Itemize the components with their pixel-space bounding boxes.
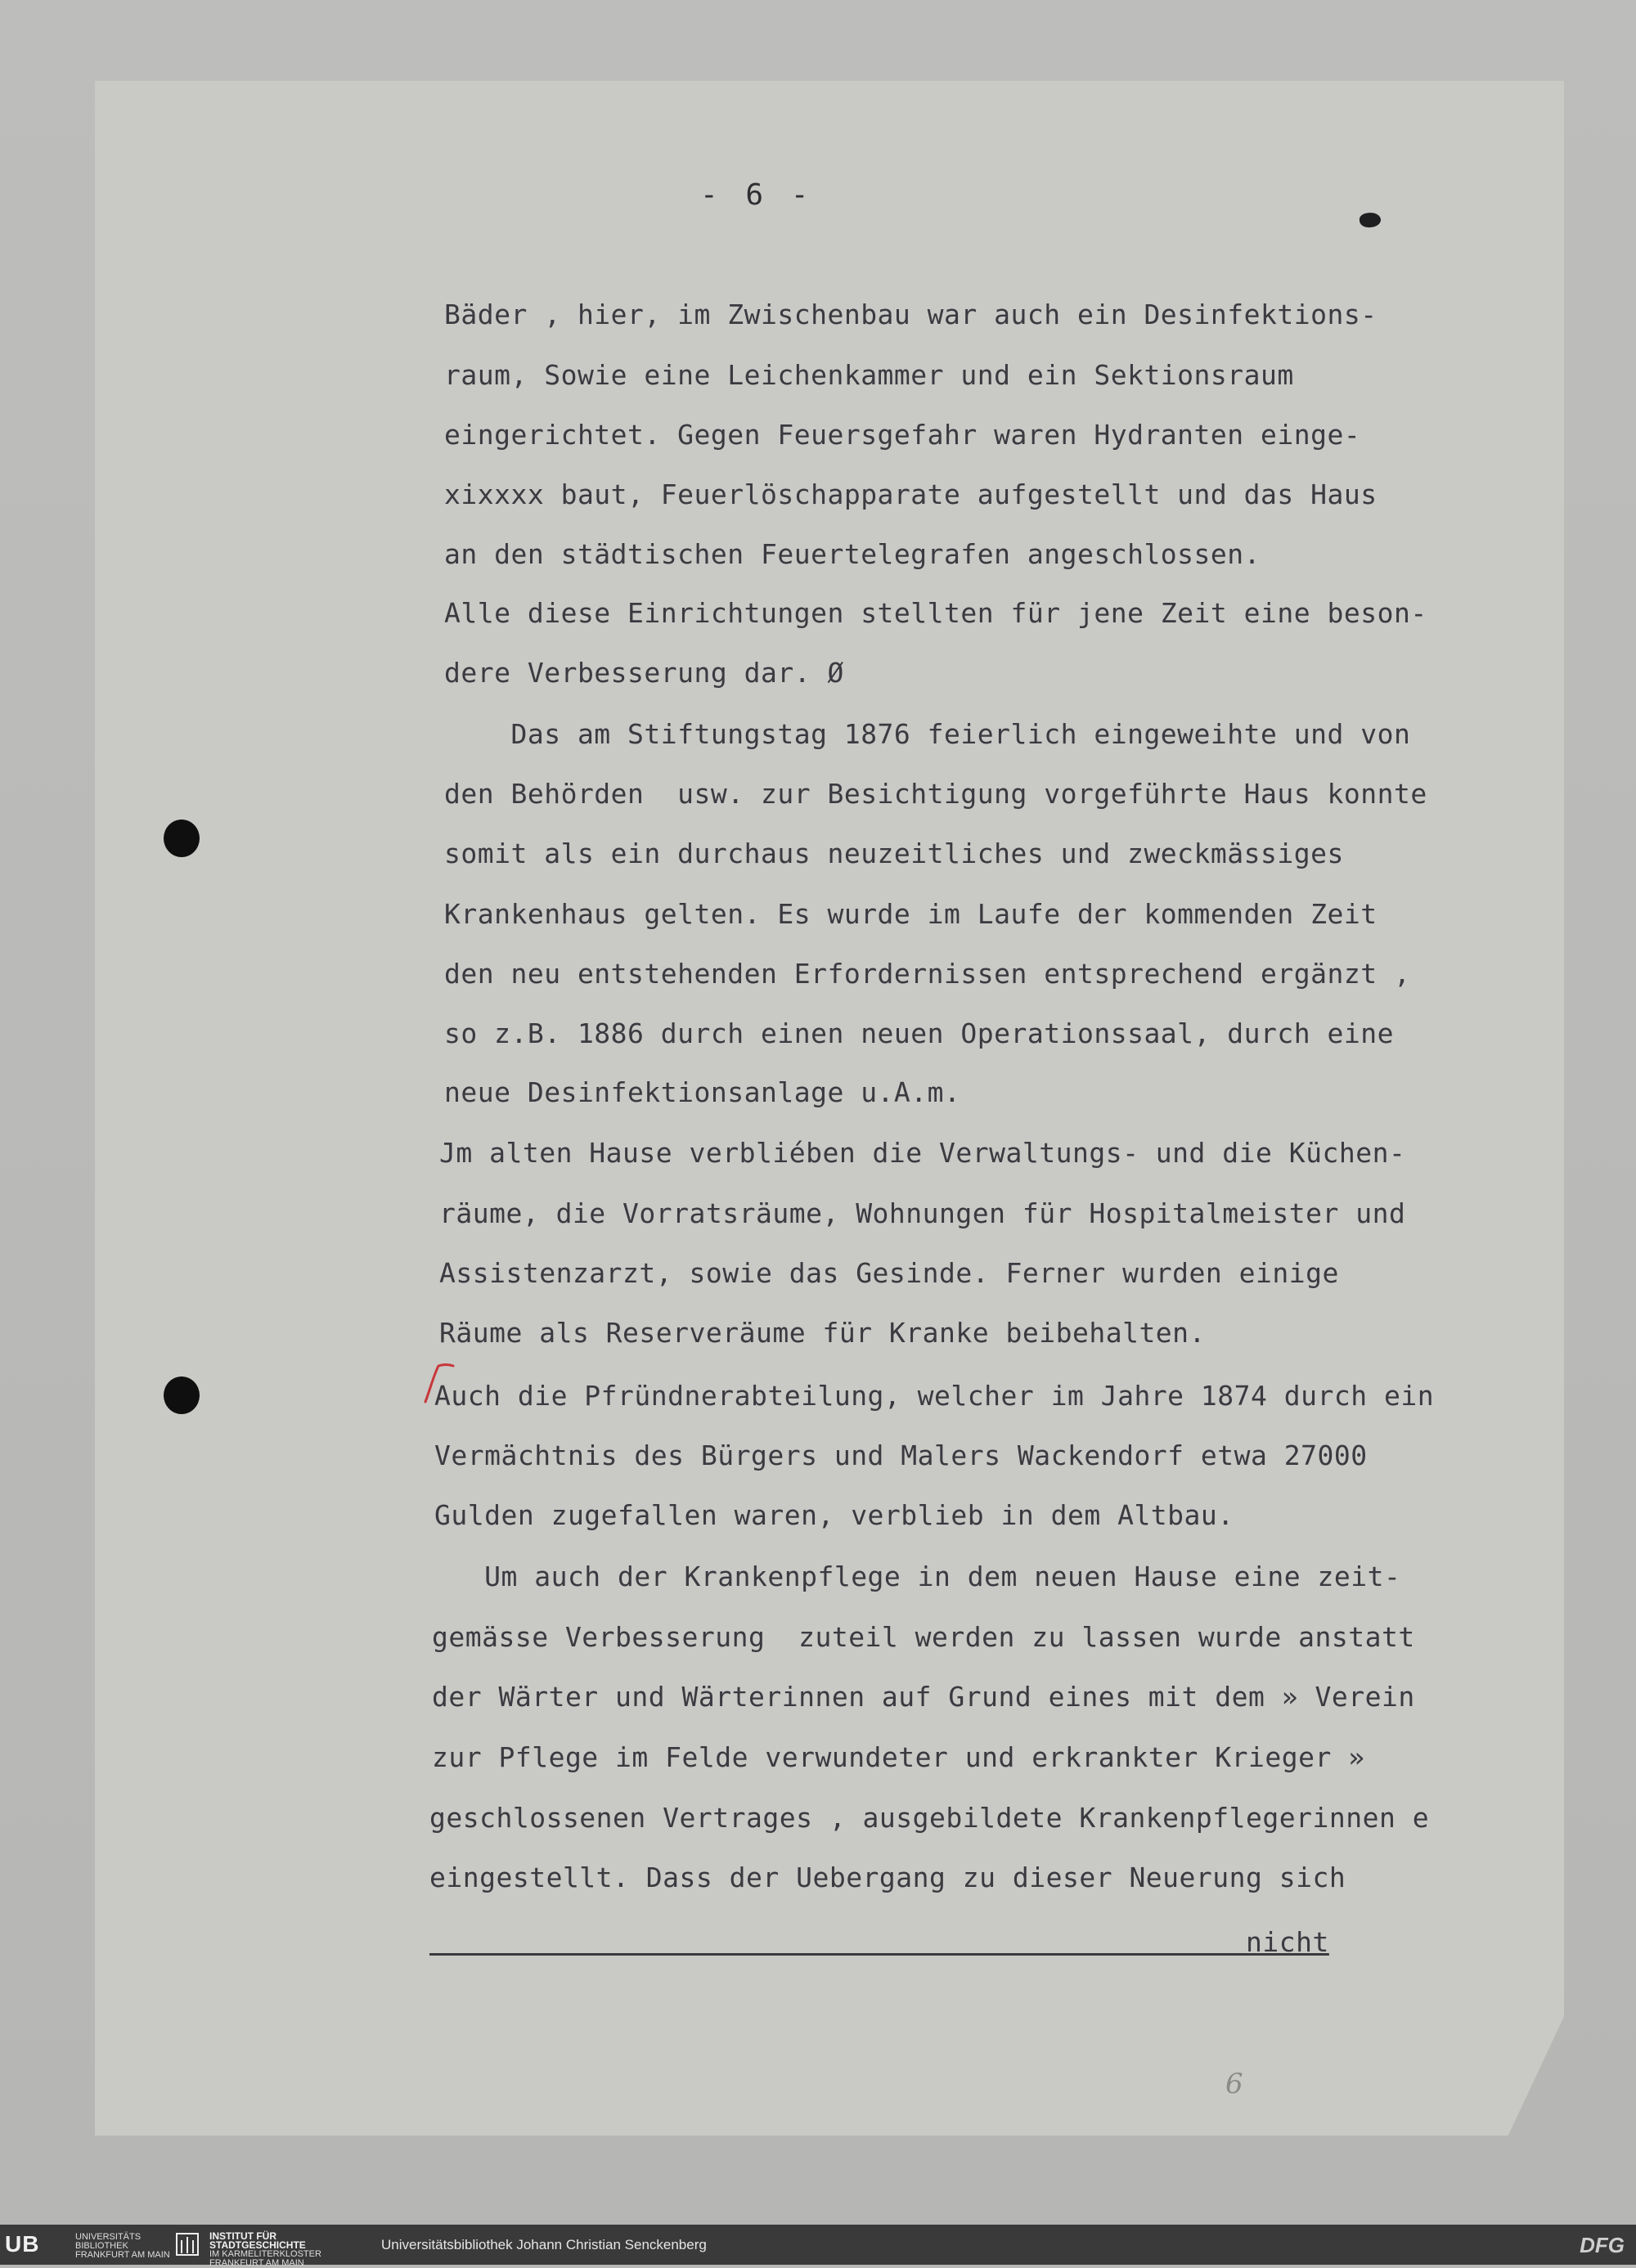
ub-line: FRANKFURT AM MAIN bbox=[75, 2250, 170, 2260]
ub-line: UNIVERSITÄTS bbox=[75, 2232, 142, 2242]
institute-line: FRANKFURT AM MAIN bbox=[209, 2258, 304, 2268]
text-line-4: xixxxx baut, Feuerlöschapparate aufgestellt und das Haus bbox=[444, 478, 1378, 510]
text-line-6: Alle diese Einrichtungen stellten für jene Zeit eine beson- bbox=[444, 597, 1427, 629]
text-line-13: so z.B. 1886 durch einen neuen Operationssaal, durch eine bbox=[444, 1017, 1394, 1049]
text-line-5: an den städtischen Feuertelegrafen angeschlossen. bbox=[444, 538, 1261, 570]
text-line-18: Räume als Reserveräume für Kranke beibehalten. bbox=[439, 1317, 1206, 1349]
text-line-23: gemässe Verbesserung zuteil werden zu lassen wurde anstatt bbox=[432, 1621, 1415, 1653]
page-number: - 6 - bbox=[700, 178, 814, 212]
text-line-15: Jm alten Hause verbliében die Verwaltungs- und die Küchen- bbox=[439, 1137, 1406, 1169]
text-line-25: zur Pflege im Felde verwundeter und erkrankter Krieger » bbox=[432, 1741, 1365, 1773]
ub-name bbox=[75, 2233, 170, 2260]
punch-hole bbox=[164, 820, 200, 857]
text-line-21: Gulden zugefallen waren, verblieb in dem Altbau. bbox=[434, 1499, 1234, 1531]
text-line-24: der Wärter und Wärterinnen auf Grund eines mit dem » Verein bbox=[432, 1681, 1415, 1713]
text-line-1: Bäder , hier, im Zwischenbau war auch ein Desinfektions- bbox=[444, 299, 1378, 330]
text-line-16: räume, die Vorratsräume, Wohnungen für Hospitalmeister und bbox=[439, 1197, 1406, 1229]
institute-line: STADTGESCHICHTE bbox=[209, 2239, 306, 2251]
ub-logo[interactable]: UB bbox=[5, 2231, 40, 2257]
text-line-2: raum, Sowie eine Leichenkammer und ein Sektionsraum bbox=[444, 359, 1294, 391]
viewer-footer bbox=[0, 2225, 1636, 2268]
text-line-19: Auch die Pfründnerabteilung, welcher im Jahre 1874 durch ein bbox=[434, 1380, 1435, 1412]
text-line-17: Assistenzarzt, sowie das Gesinde. Ferner wurden einige bbox=[439, 1257, 1339, 1289]
institute-icon[interactable] bbox=[173, 2230, 201, 2258]
text-line-22: Um auch der Krankenpflege in dem neuen Hause eine zeit- bbox=[434, 1561, 1401, 1592]
ub-line: BIBLIOTHEK bbox=[75, 2241, 128, 2251]
dfg-logo[interactable]: DFG bbox=[1580, 2233, 1625, 2257]
text-line-14: neue Desinfektionsanlage u.A.m. bbox=[444, 1076, 961, 1108]
text-line-28: nicht bbox=[429, 1926, 1329, 1958]
institute-line: IM KARMELITERKLOSTER bbox=[209, 2249, 321, 2259]
pencil-page-note: 6 bbox=[1225, 2068, 1243, 2100]
text-line-26: geschlossenen Vertrages , ausgebildete Krankenpflegerinnen e bbox=[429, 1802, 1430, 1834]
text-line-9: den Behörden usw. zur Besichtigung vorgeführte Haus konnte bbox=[444, 778, 1427, 810]
text-line-27: eingestellt. Dass der Uebergang zu dieser Neuerung sich bbox=[429, 1862, 1346, 1893]
text-line-8: Das am Stiftungstag 1876 feierlich eingeweihte und von bbox=[444, 718, 1411, 750]
text-line-11: Krankenhaus gelten. Es wurde im Laufe der kommenden Zeit bbox=[444, 898, 1378, 930]
text-line-20: Vermächtnis des Bürgers und Malers Wackendorf etwa 27000 bbox=[434, 1439, 1368, 1471]
punch-hole bbox=[164, 1377, 200, 1414]
text-line-12: den neu entstehenden Erfordernissen entsprechend ergänzt , bbox=[444, 958, 1411, 990]
text-line-3: eingerichtet. Gegen Feuersgefahr waren Hydranten einge- bbox=[444, 419, 1361, 451]
institute-name bbox=[209, 2232, 321, 2268]
text-line-10: somit als ein durchaus neuzeitliches und zweckmässiges bbox=[444, 838, 1344, 869]
text-line-7: dere Verbesserung dar. Ø bbox=[444, 657, 844, 689]
library-name: Universitätsbibliothek Johann Christian Senckenberg bbox=[381, 2237, 707, 2252]
institute-line: INSTITUT FÜR bbox=[209, 2230, 276, 2242]
